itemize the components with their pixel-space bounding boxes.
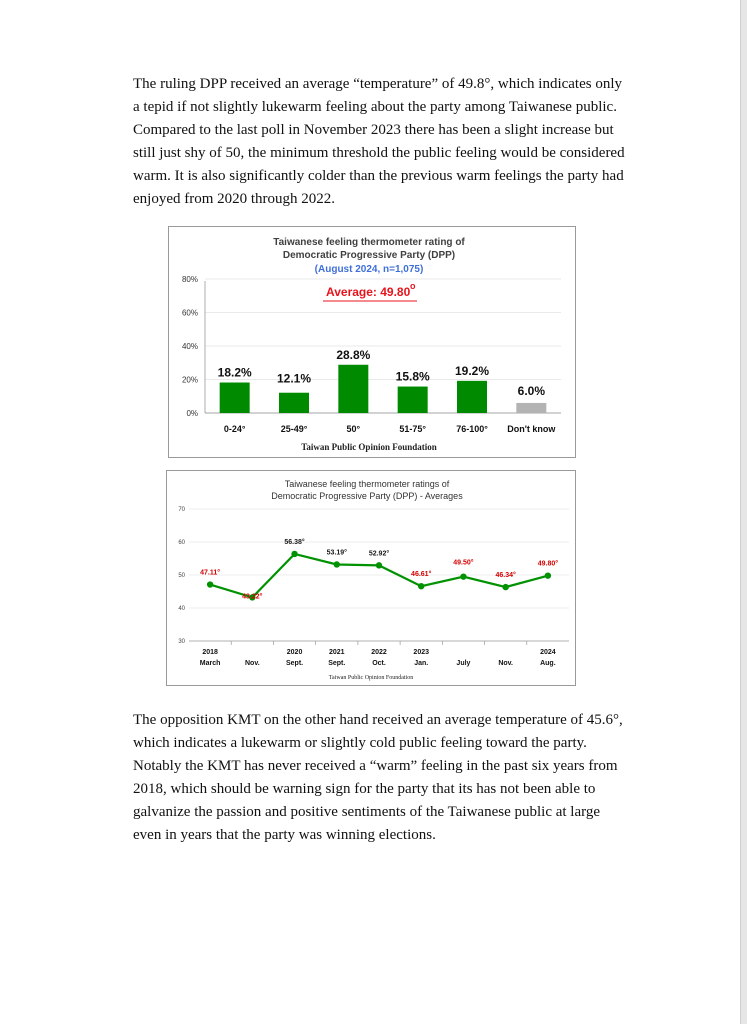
chart-title-line2: Democratic Progressive Party (DPP) xyxy=(282,250,456,261)
x-year-label: 2020 xyxy=(286,649,303,656)
y-tick-label: 80% xyxy=(181,275,198,284)
data-value-label: 52.92° xyxy=(368,550,390,558)
average-label: Average: 49.80 xyxy=(326,285,411,299)
x-year-label: 2022 xyxy=(371,649,387,656)
y-tick-label: 30 xyxy=(178,639,185,645)
data-value-label: 46.61° xyxy=(411,571,432,579)
data-value-label: 43.22° xyxy=(242,593,263,601)
paragraph-line: galvanize the passion and positive sentiments of the Taiwanese public at large xyxy=(133,804,601,820)
chart-source: Taiwan Public Opinion Foundation xyxy=(301,442,437,452)
x-month-label: March xyxy=(199,660,221,667)
bar xyxy=(220,383,250,413)
data-value-label: 46.34° xyxy=(495,572,516,580)
x-category-label: 76-100° xyxy=(456,424,488,434)
x-year-label: 2024 xyxy=(540,649,556,656)
x-category-label: 50° xyxy=(346,424,361,434)
data-value-label: 47.11° xyxy=(200,569,221,577)
x-month-label: Sept. xyxy=(328,660,346,667)
bar xyxy=(398,387,428,413)
data-point xyxy=(502,584,508,590)
data-point xyxy=(460,573,466,579)
x-month-label: Sept. xyxy=(285,660,304,667)
chart-source: Taiwan Public Opinion Foundation xyxy=(328,675,414,681)
bar-value-label: 12.1% xyxy=(276,371,312,386)
paragraph-line: Notably the KMT has never received a “warm” feeling in the past six years from xyxy=(133,758,618,774)
paragraph-line: Compared to the last poll in November 2023 there has been a slight increase but xyxy=(133,122,614,138)
paragraph-line: which indicates a lukewarm or slightly cold public feeling toward the party. xyxy=(133,735,587,751)
y-tick-label: 0% xyxy=(186,409,198,418)
bar-value-label: 15.8% xyxy=(395,369,430,384)
x-category-label: Don't know xyxy=(507,424,556,434)
bar-value-label: 19.2% xyxy=(454,363,490,378)
x-month-label: July xyxy=(456,660,471,667)
data-value-label: 53.19° xyxy=(326,549,347,557)
data-value-label: 49.50° xyxy=(453,559,474,567)
data-point xyxy=(207,581,213,587)
paragraph-dpp-temperature xyxy=(133,73,633,211)
x-category-label: 25-49° xyxy=(280,424,308,434)
paragraph-line: even in years that the party was winning elections. xyxy=(133,827,436,843)
bar xyxy=(516,403,546,413)
y-tick-label: 20% xyxy=(181,375,198,385)
paragraph-line: The opposition KMT on the other hand received an average temperature of 45.6°, xyxy=(133,712,623,728)
x-month-label: Aug. xyxy=(540,660,556,667)
bar-value-label: 28.8% xyxy=(336,347,371,362)
bar-chart-svg xyxy=(169,227,575,457)
dpp-averages-line-chart xyxy=(166,470,576,686)
x-year-label: 2021 xyxy=(328,649,345,656)
dpp-rating-bar-chart xyxy=(168,226,576,458)
chart-title: Taiwanese feeling thermometer rating of xyxy=(273,237,465,248)
y-tick-label: 50 xyxy=(178,573,185,579)
data-point xyxy=(545,572,551,578)
x-month-label: Nov. xyxy=(498,660,513,667)
paragraph-line: still just shy of 50, the minimum threshold the public feeling would be considered xyxy=(133,145,625,161)
bar xyxy=(338,365,368,413)
paragraph-line: a tepid if not slightly lukewarm feeling about the party among Taiwanese public. xyxy=(133,99,617,115)
data-value-label: 49.80° xyxy=(537,560,559,568)
data-point xyxy=(376,562,382,568)
chart-title: Taiwanese feeling thermometer ratings of xyxy=(284,479,450,489)
bar-value-label: 6.0% xyxy=(517,383,546,398)
x-month-label: Jan. xyxy=(414,660,429,667)
y-tick-label: 40% xyxy=(181,342,198,351)
x-year-label: 2023 xyxy=(413,649,430,656)
line-chart-svg xyxy=(167,471,575,685)
y-tick-label: 40 xyxy=(178,606,185,612)
x-month-label: Nov. xyxy=(245,660,260,667)
chart-title-line2: Democratic Progressive Party (DPP) - Averages xyxy=(271,491,463,501)
average-degree-mark: o xyxy=(410,281,416,291)
paragraph-kmt-temperature xyxy=(133,709,633,847)
y-tick-label: 60 xyxy=(178,540,185,546)
data-value-label: 56.38° xyxy=(284,538,305,546)
paragraph-line: enjoyed from 2020 through 2022. xyxy=(133,191,336,207)
page-right-edge xyxy=(740,0,747,1024)
bar xyxy=(457,381,487,413)
x-category-label: 51-75° xyxy=(399,424,426,434)
x-category-label: 0-24° xyxy=(223,424,246,434)
bar-value-label: 18.2% xyxy=(217,365,252,380)
bar xyxy=(279,393,309,413)
y-tick-label: 60% xyxy=(181,308,198,318)
paragraph-line: warm. It is also significantly colder than the previous warm feelings the party had xyxy=(133,168,624,184)
x-year-label: 2018 xyxy=(202,649,218,656)
paragraph-line: The ruling DPP received an average “temperature” of 49.8°, which indicates only xyxy=(133,76,623,92)
chart-subtitle: (August 2024, n=1,075) xyxy=(314,264,424,275)
paragraph-line: 2018, which should be warning sign for the party that its has not been able to xyxy=(133,781,596,797)
data-point xyxy=(291,551,297,557)
data-point xyxy=(418,583,424,589)
y-tick-label: 70 xyxy=(178,507,185,513)
data-point xyxy=(334,561,340,567)
x-month-label: Oct. xyxy=(372,660,386,667)
